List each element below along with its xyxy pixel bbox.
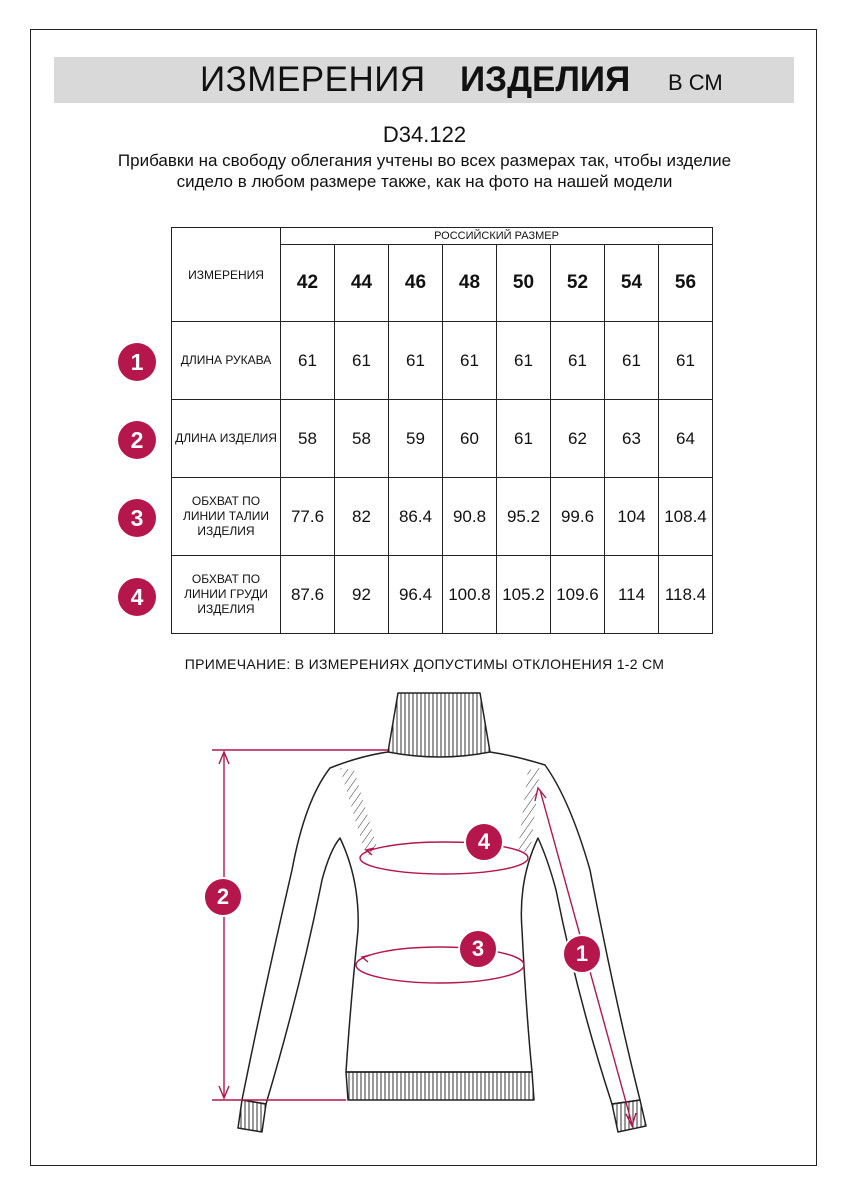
table-row — [172, 400, 713, 478]
table-cell: 61 — [335, 322, 389, 400]
diagram-badge: 3 — [458, 929, 498, 969]
table-cell: 64 — [659, 400, 713, 478]
size-header: 48 — [443, 245, 497, 322]
size-header: 44 — [335, 245, 389, 322]
table-cell: 96.4 — [389, 556, 443, 634]
table-cell: 62 — [551, 400, 605, 478]
row-number-badge: 1 — [118, 343, 156, 381]
table-cell: 95.2 — [497, 478, 551, 556]
table-cell: 92 — [335, 556, 389, 634]
diagram-badge: 1 — [562, 934, 602, 974]
table-cell: 87.6 — [281, 556, 335, 634]
table-cell: 61 — [497, 400, 551, 478]
size-header: 52 — [551, 245, 605, 322]
row-number-badge: 2 — [118, 421, 156, 459]
collar — [388, 693, 490, 757]
table-row — [172, 322, 713, 400]
sweater-diagram — [0, 680, 849, 1150]
row-label: ДЛИНА ИЗДЕЛИЯ — [172, 400, 281, 478]
table-cell: 100.8 — [443, 556, 497, 634]
diagram-badge: 2 — [203, 877, 243, 917]
table-row — [172, 556, 713, 634]
table-cell: 61 — [497, 322, 551, 400]
diagram-badge: 4 — [464, 822, 504, 862]
table-cell: 90.8 — [443, 478, 497, 556]
table-cell: 82 — [335, 478, 389, 556]
table-row — [172, 478, 713, 556]
table-cell: 58 — [281, 400, 335, 478]
intro-text: Прибавки на свободу облегания учтены во всех размерах так, чтобы изделие сидело в любом размере также, как на фото на нашей модели — [117, 151, 732, 191]
table-cell: 59 — [389, 400, 443, 478]
size-header: 56 — [659, 245, 713, 322]
table-cell: 109.6 — [551, 556, 605, 634]
row-number-badge: 3 — [118, 499, 156, 537]
table-cell: 61 — [443, 322, 497, 400]
size-header: 50 — [497, 245, 551, 322]
table-cell: 58 — [335, 400, 389, 478]
table-cell: 86.4 — [389, 478, 443, 556]
waistband — [346, 1072, 534, 1100]
row-label: ОБХВАТ ПО ЛИНИИ ТАЛИИ ИЗДЕЛИЯ — [172, 478, 281, 556]
measure-header: ИЗМЕРЕНИЯ — [172, 228, 281, 322]
table-cell: 77.6 — [281, 478, 335, 556]
size-header: 46 — [389, 245, 443, 322]
table-cell: 104 — [605, 478, 659, 556]
row-label: ДЛИНА РУКАВА — [172, 322, 281, 400]
tolerance-note: ПРИМЕЧАНИЕ: В ИЗМЕРЕНИЯХ ДОПУСТИМЫ ОТКЛОНЕНИЯ 1-2 СМ — [184, 656, 665, 672]
row-label: ОБХВАТ ПО ЛИНИИ ГРУДИ ИЗДЕЛИЯ — [172, 556, 281, 634]
table-cell: 63 — [605, 400, 659, 478]
size-header: 54 — [605, 245, 659, 322]
table-cell: 105.2 — [497, 556, 551, 634]
size-system-header: РОССИЙСКИЙ РАЗМЕР — [281, 228, 713, 245]
table-cell: 61 — [281, 322, 335, 400]
table-cell: 61 — [389, 322, 443, 400]
size-table — [171, 227, 713, 634]
unit-label: В СМ — [668, 70, 723, 95]
table-cell: 61 — [659, 322, 713, 400]
table-cell: 108.4 — [659, 478, 713, 556]
right-cuff — [612, 1100, 646, 1132]
table-cell: 61 — [605, 322, 659, 400]
table-cell: 114 — [605, 556, 659, 634]
table-cell: 118.4 — [659, 556, 713, 634]
title-bold: ИЗДЕЛИЯ — [460, 60, 631, 99]
size-header: 42 — [281, 245, 335, 322]
row-number-badge: 4 — [118, 578, 156, 616]
table-cell: 60 — [443, 400, 497, 478]
product-code: D34.122 — [382, 122, 467, 147]
left-cuff — [238, 1100, 266, 1132]
table-cell: 99.6 — [551, 478, 605, 556]
title-regular: ИЗМЕРЕНИЯ — [200, 60, 426, 99]
table-cell: 61 — [551, 322, 605, 400]
